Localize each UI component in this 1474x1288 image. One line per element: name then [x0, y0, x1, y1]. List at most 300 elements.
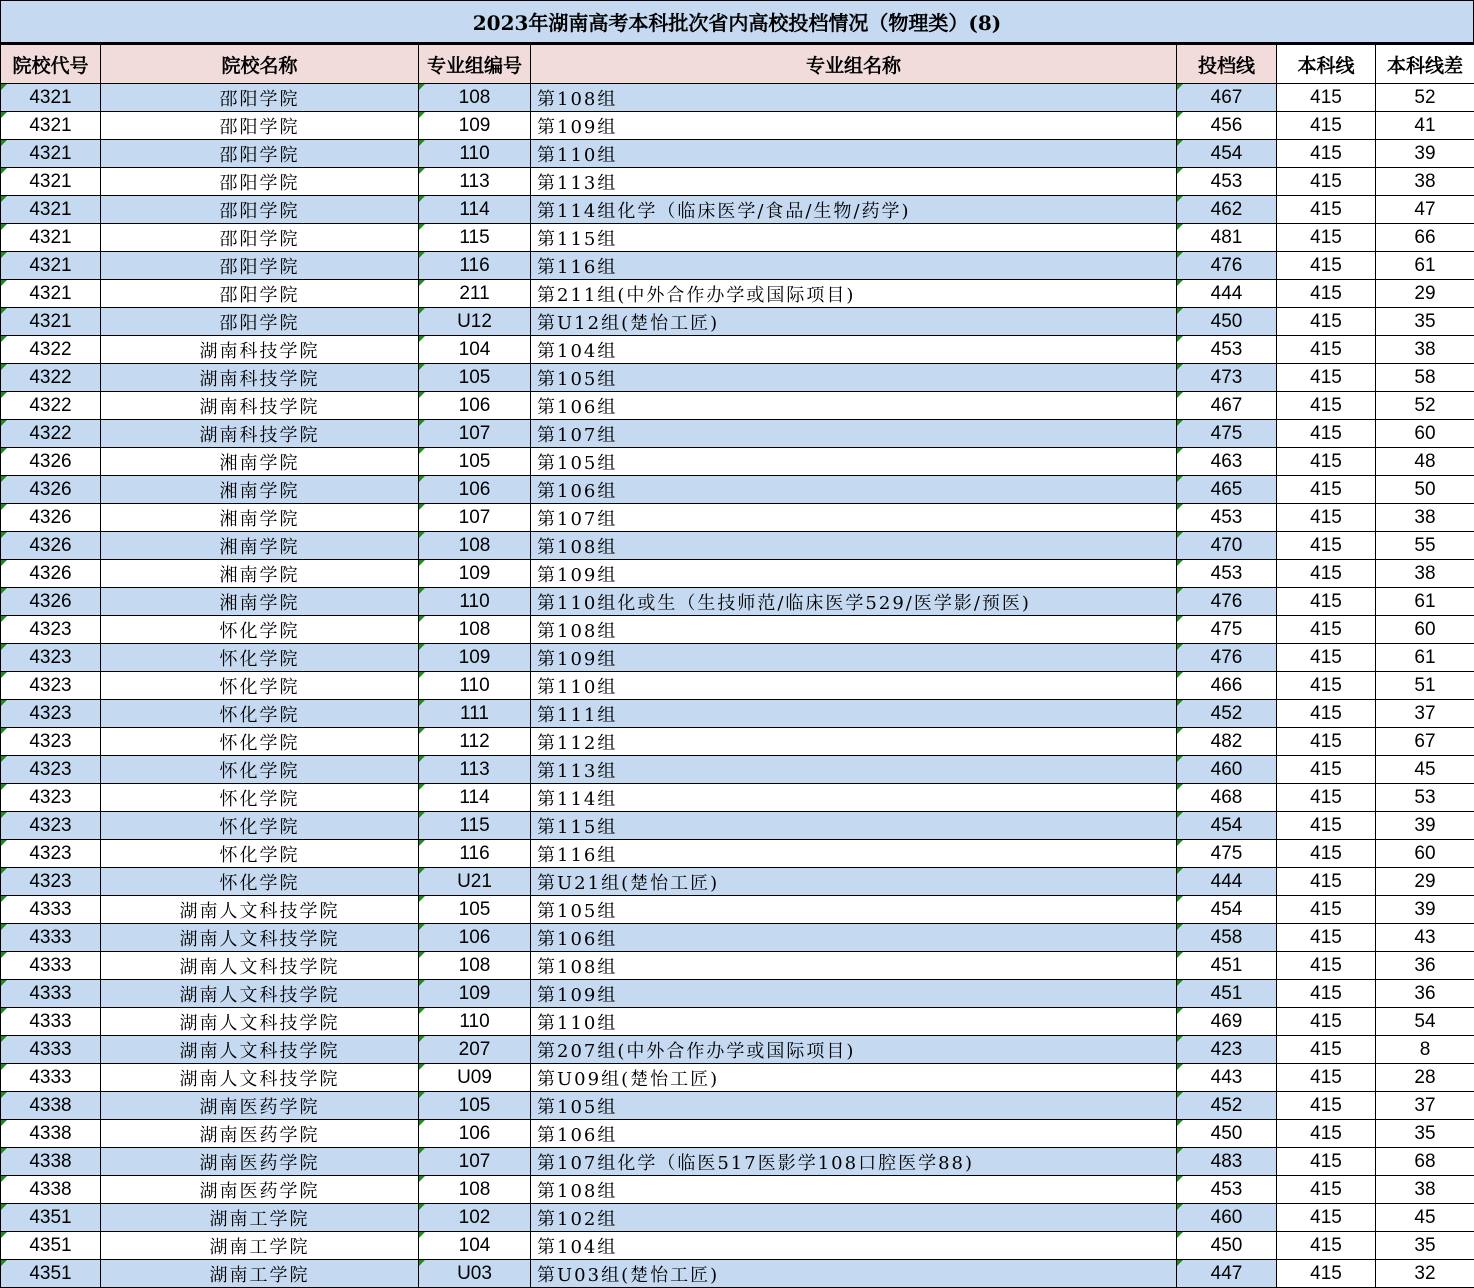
cell-baseline-diff[interactable]: 48: [1376, 448, 1474, 476]
cell-group-name[interactable]: 第106组: [531, 476, 1177, 504]
table-row[interactable]: [1, 112, 1474, 140]
table-row[interactable]: [1, 84, 1474, 112]
cell-group-name[interactable]: 第105组: [531, 448, 1177, 476]
cell-group-name[interactable]: 第107组化学（临医517医影学108口腔医学88): [531, 1148, 1177, 1176]
cell-cutoff-score[interactable]: 475: [1177, 840, 1277, 868]
cell-group-name[interactable]: 第113组: [531, 756, 1177, 784]
cell-group-number[interactable]: 115: [419, 224, 531, 252]
cell-group-number[interactable]: 112: [419, 728, 531, 756]
cell-baseline-score[interactable]: 415: [1277, 924, 1376, 952]
cell-group-number[interactable]: 109: [419, 112, 531, 140]
cell-school-code[interactable]: 4333: [1, 952, 101, 980]
cell-school-name[interactable]: 湖南医药学院: [101, 1176, 419, 1204]
cell-cutoff-score[interactable]: 468: [1177, 784, 1277, 812]
cell-group-number[interactable]: 102: [419, 1204, 531, 1232]
cell-group-number[interactable]: 207: [419, 1036, 531, 1064]
cell-group-name[interactable]: 第110组: [531, 140, 1177, 168]
header-baseline-diff[interactable]: 本科线差: [1376, 45, 1474, 84]
cell-cutoff-score[interactable]: 452: [1177, 1092, 1277, 1120]
cell-school-code[interactable]: 4321: [1, 84, 101, 112]
table-row[interactable]: [1, 1232, 1474, 1260]
cell-cutoff-score[interactable]: 450: [1177, 1120, 1277, 1148]
cell-group-name[interactable]: 第107组: [531, 504, 1177, 532]
cell-cutoff-score[interactable]: 453: [1177, 1176, 1277, 1204]
cell-group-name[interactable]: 第106组: [531, 1120, 1177, 1148]
cell-school-code[interactable]: 4322: [1, 420, 101, 448]
cell-baseline-diff[interactable]: 45: [1376, 756, 1474, 784]
cell-group-number[interactable]: 105: [419, 364, 531, 392]
cell-school-code[interactable]: 4323: [1, 672, 101, 700]
cell-cutoff-score[interactable]: 452: [1177, 700, 1277, 728]
cell-cutoff-score[interactable]: 469: [1177, 1008, 1277, 1036]
cell-school-code[interactable]: 4321: [1, 196, 101, 224]
cell-group-number[interactable]: 110: [419, 588, 531, 616]
cell-baseline-score[interactable]: 415: [1277, 476, 1376, 504]
cell-group-number[interactable]: 113: [419, 756, 531, 784]
cell-group-number[interactable]: 110: [419, 1008, 531, 1036]
cell-school-name[interactable]: 怀化学院: [101, 840, 419, 868]
cell-school-code[interactable]: 4321: [1, 140, 101, 168]
cell-school-name[interactable]: 怀化学院: [101, 784, 419, 812]
cell-group-number[interactable]: 107: [419, 1148, 531, 1176]
cell-baseline-diff[interactable]: 67: [1376, 728, 1474, 756]
cell-baseline-score[interactable]: 415: [1277, 140, 1376, 168]
cell-cutoff-score[interactable]: 476: [1177, 588, 1277, 616]
cell-cutoff-score[interactable]: 462: [1177, 196, 1277, 224]
cell-baseline-score[interactable]: 415: [1277, 784, 1376, 812]
table-row[interactable]: [1, 896, 1474, 924]
cell-school-name[interactable]: 湖南人文科技学院: [101, 924, 419, 952]
cell-group-number[interactable]: 110: [419, 672, 531, 700]
cell-school-code[interactable]: 4338: [1, 1148, 101, 1176]
cell-cutoff-score[interactable]: 443: [1177, 1064, 1277, 1092]
cell-group-number[interactable]: 106: [419, 392, 531, 420]
cell-school-code[interactable]: 4333: [1, 924, 101, 952]
cell-baseline-diff[interactable]: 39: [1376, 140, 1474, 168]
cell-school-code[interactable]: 4323: [1, 840, 101, 868]
header-group-name[interactable]: 专业组名称: [531, 45, 1177, 84]
cell-cutoff-score[interactable]: 450: [1177, 308, 1277, 336]
cell-group-number[interactable]: 114: [419, 196, 531, 224]
cell-group-name[interactable]: 第114组: [531, 784, 1177, 812]
cell-baseline-score[interactable]: 415: [1277, 504, 1376, 532]
cell-school-code[interactable]: 4326: [1, 504, 101, 532]
cell-baseline-score[interactable]: 415: [1277, 588, 1376, 616]
cell-cutoff-score[interactable]: 453: [1177, 560, 1277, 588]
cell-school-name[interactable]: 怀化学院: [101, 756, 419, 784]
cell-baseline-score[interactable]: 415: [1277, 1036, 1376, 1064]
cell-school-name[interactable]: 怀化学院: [101, 812, 419, 840]
cell-group-name[interactable]: 第U09组(楚怡工匠): [531, 1064, 1177, 1092]
table-row[interactable]: [1, 616, 1474, 644]
cell-cutoff-score[interactable]: 460: [1177, 756, 1277, 784]
table-row[interactable]: [1, 1260, 1474, 1288]
cell-group-name[interactable]: 第105组: [531, 1092, 1177, 1120]
cell-group-number[interactable]: U12: [419, 308, 531, 336]
cell-group-number[interactable]: 106: [419, 476, 531, 504]
cell-school-name[interactable]: 湖南医药学院: [101, 1092, 419, 1120]
cell-school-name[interactable]: 邵阳学院: [101, 112, 419, 140]
cell-group-name[interactable]: 第109组: [531, 112, 1177, 140]
cell-group-number[interactable]: 107: [419, 504, 531, 532]
cell-school-name[interactable]: 邵阳学院: [101, 196, 419, 224]
cell-cutoff-score[interactable]: 476: [1177, 644, 1277, 672]
table-row[interactable]: [1, 672, 1474, 700]
cell-school-code[interactable]: 4322: [1, 336, 101, 364]
cell-school-name[interactable]: 湘南学院: [101, 504, 419, 532]
cell-cutoff-score[interactable]: 453: [1177, 504, 1277, 532]
cell-school-code[interactable]: 4322: [1, 364, 101, 392]
cell-school-name[interactable]: 湖南医药学院: [101, 1120, 419, 1148]
cell-group-number[interactable]: 211: [419, 280, 531, 308]
cell-group-name[interactable]: 第116组: [531, 252, 1177, 280]
table-row[interactable]: [1, 644, 1474, 672]
table-row[interactable]: [1, 168, 1474, 196]
table-row[interactable]: [1, 140, 1474, 168]
cell-group-name[interactable]: 第109组: [531, 980, 1177, 1008]
table-row[interactable]: [1, 1204, 1474, 1232]
cell-baseline-score[interactable]: 415: [1277, 280, 1376, 308]
cell-baseline-diff[interactable]: 50: [1376, 476, 1474, 504]
cell-school-name[interactable]: 湖南科技学院: [101, 420, 419, 448]
cell-baseline-score[interactable]: 415: [1277, 1008, 1376, 1036]
cell-group-name[interactable]: 第115组: [531, 224, 1177, 252]
cell-school-name[interactable]: 湖南人文科技学院: [101, 980, 419, 1008]
cell-school-name[interactable]: 邵阳学院: [101, 280, 419, 308]
table-row[interactable]: [1, 1120, 1474, 1148]
cell-group-name[interactable]: 第108组: [531, 1176, 1177, 1204]
cell-group-number[interactable]: U09: [419, 1064, 531, 1092]
cell-cutoff-score[interactable]: 454: [1177, 812, 1277, 840]
cell-baseline-score[interactable]: 415: [1277, 252, 1376, 280]
cell-baseline-diff[interactable]: 38: [1376, 336, 1474, 364]
table-row[interactable]: [1, 1008, 1474, 1036]
cell-baseline-score[interactable]: 415: [1277, 1204, 1376, 1232]
cell-cutoff-score[interactable]: 465: [1177, 476, 1277, 504]
cell-baseline-diff[interactable]: 38: [1376, 560, 1474, 588]
cell-group-name[interactable]: 第102组: [531, 1204, 1177, 1232]
table-row[interactable]: [1, 252, 1474, 280]
table-row[interactable]: [1, 196, 1474, 224]
cell-school-code[interactable]: 4338: [1, 1120, 101, 1148]
cell-baseline-score[interactable]: 415: [1277, 756, 1376, 784]
cell-group-name[interactable]: 第211组(中外合作办学或国际项目): [531, 280, 1177, 308]
cell-baseline-diff[interactable]: 52: [1376, 84, 1474, 112]
cell-school-name[interactable]: 湘南学院: [101, 588, 419, 616]
cell-school-name[interactable]: 怀化学院: [101, 644, 419, 672]
cell-school-name[interactable]: 怀化学院: [101, 672, 419, 700]
cell-baseline-diff[interactable]: 60: [1376, 616, 1474, 644]
cell-baseline-diff[interactable]: 29: [1376, 280, 1474, 308]
cell-school-name[interactable]: 湖南科技学院: [101, 364, 419, 392]
cell-baseline-score[interactable]: 415: [1277, 1176, 1376, 1204]
cell-cutoff-score[interactable]: 460: [1177, 1204, 1277, 1232]
cell-baseline-diff[interactable]: 38: [1376, 168, 1474, 196]
table-row[interactable]: [1, 532, 1474, 560]
table-row[interactable]: [1, 308, 1474, 336]
cell-baseline-score[interactable]: 415: [1277, 1232, 1376, 1260]
cell-school-code[interactable]: 4323: [1, 728, 101, 756]
table-row[interactable]: [1, 448, 1474, 476]
cell-school-name[interactable]: 怀化学院: [101, 868, 419, 896]
cell-baseline-score[interactable]: 415: [1277, 168, 1376, 196]
cell-group-number[interactable]: 116: [419, 840, 531, 868]
cell-group-number[interactable]: 104: [419, 1232, 531, 1260]
cell-baseline-score[interactable]: 415: [1277, 392, 1376, 420]
cell-school-name[interactable]: 邵阳学院: [101, 224, 419, 252]
cell-school-code[interactable]: 4326: [1, 560, 101, 588]
cell-baseline-score[interactable]: 415: [1277, 1260, 1376, 1288]
cell-group-number[interactable]: 110: [419, 140, 531, 168]
cell-baseline-diff[interactable]: 53: [1376, 784, 1474, 812]
cell-cutoff-score[interactable]: 450: [1177, 1232, 1277, 1260]
cell-school-name[interactable]: 湖南科技学院: [101, 336, 419, 364]
cell-baseline-score[interactable]: 415: [1277, 980, 1376, 1008]
cell-baseline-score[interactable]: 415: [1277, 560, 1376, 588]
table-row[interactable]: [1, 952, 1474, 980]
cell-group-number[interactable]: 113: [419, 168, 531, 196]
table-row[interactable]: [1, 924, 1474, 952]
cell-school-code[interactable]: 4323: [1, 616, 101, 644]
cell-group-name[interactable]: 第108组: [531, 84, 1177, 112]
table-row[interactable]: [1, 420, 1474, 448]
table-row[interactable]: [1, 756, 1474, 784]
cell-school-code[interactable]: 4333: [1, 896, 101, 924]
cell-group-name[interactable]: 第105组: [531, 896, 1177, 924]
cell-cutoff-score[interactable]: 444: [1177, 280, 1277, 308]
cell-school-name[interactable]: 邵阳学院: [101, 140, 419, 168]
table-row[interactable]: [1, 868, 1474, 896]
cell-group-name[interactable]: 第115组: [531, 812, 1177, 840]
cell-school-code[interactable]: 4351: [1, 1232, 101, 1260]
cell-school-name[interactable]: 怀化学院: [101, 700, 419, 728]
cell-baseline-diff[interactable]: 43: [1376, 924, 1474, 952]
cell-group-number[interactable]: 114: [419, 784, 531, 812]
header-group-number[interactable]: 专业组编号: [419, 45, 531, 84]
cell-school-code[interactable]: 4333: [1, 1064, 101, 1092]
cell-group-name[interactable]: 第113组: [531, 168, 1177, 196]
cell-baseline-diff[interactable]: 39: [1376, 896, 1474, 924]
header-baseline-score[interactable]: 本科线: [1277, 45, 1376, 84]
cell-school-name[interactable]: 湖南人文科技学院: [101, 1064, 419, 1092]
cell-school-code[interactable]: 4321: [1, 280, 101, 308]
table-row[interactable]: [1, 560, 1474, 588]
table-row[interactable]: [1, 476, 1474, 504]
cell-cutoff-score[interactable]: 482: [1177, 728, 1277, 756]
cell-baseline-diff[interactable]: 61: [1376, 252, 1474, 280]
cell-group-number[interactable]: 108: [419, 952, 531, 980]
cell-baseline-diff[interactable]: 55: [1376, 532, 1474, 560]
cell-group-name[interactable]: 第U21组(楚怡工匠): [531, 868, 1177, 896]
cell-baseline-diff[interactable]: 54: [1376, 1008, 1474, 1036]
cell-baseline-diff[interactable]: 36: [1376, 980, 1474, 1008]
cell-group-number[interactable]: U21: [419, 868, 531, 896]
cell-baseline-diff[interactable]: 35: [1376, 1232, 1474, 1260]
cell-baseline-score[interactable]: 415: [1277, 616, 1376, 644]
cell-school-name[interactable]: 湖南医药学院: [101, 1148, 419, 1176]
cell-group-number[interactable]: 105: [419, 896, 531, 924]
cell-cutoff-score[interactable]: 447: [1177, 1260, 1277, 1288]
cell-baseline-score[interactable]: 415: [1277, 728, 1376, 756]
cell-school-name[interactable]: 湖南工学院: [101, 1204, 419, 1232]
cell-group-number[interactable]: 108: [419, 532, 531, 560]
cell-baseline-diff[interactable]: 66: [1376, 224, 1474, 252]
cell-group-name[interactable]: 第108组: [531, 532, 1177, 560]
cell-baseline-score[interactable]: 415: [1277, 644, 1376, 672]
cell-cutoff-score[interactable]: 470: [1177, 532, 1277, 560]
table-row[interactable]: [1, 728, 1474, 756]
cell-baseline-diff[interactable]: 39: [1376, 812, 1474, 840]
table-row[interactable]: [1, 280, 1474, 308]
cell-group-number[interactable]: U03: [419, 1260, 531, 1288]
cell-baseline-diff[interactable]: 37: [1376, 1092, 1474, 1120]
cell-cutoff-score[interactable]: 467: [1177, 84, 1277, 112]
cell-group-number[interactable]: 106: [419, 1120, 531, 1148]
cell-baseline-score[interactable]: 415: [1277, 868, 1376, 896]
cell-group-name[interactable]: 第110组: [531, 672, 1177, 700]
cell-cutoff-score[interactable]: 454: [1177, 140, 1277, 168]
cell-baseline-score[interactable]: 415: [1277, 1148, 1376, 1176]
cell-baseline-diff[interactable]: 58: [1376, 364, 1474, 392]
cell-baseline-diff[interactable]: 61: [1376, 588, 1474, 616]
cell-school-name[interactable]: 湖南科技学院: [101, 392, 419, 420]
cell-school-name[interactable]: 湖南人文科技学院: [101, 1008, 419, 1036]
cell-baseline-score[interactable]: 415: [1277, 308, 1376, 336]
cell-group-number[interactable]: 105: [419, 1092, 531, 1120]
cell-group-name[interactable]: 第110组: [531, 1008, 1177, 1036]
cell-group-name[interactable]: 第112组: [531, 728, 1177, 756]
cell-school-name[interactable]: 邵阳学院: [101, 308, 419, 336]
cell-cutoff-score[interactable]: 458: [1177, 924, 1277, 952]
cell-school-name[interactable]: 湘南学院: [101, 476, 419, 504]
header-school-code[interactable]: 院校代号: [1, 45, 101, 84]
cell-cutoff-score[interactable]: 451: [1177, 980, 1277, 1008]
cell-baseline-diff[interactable]: 8: [1376, 1036, 1474, 1064]
cell-baseline-diff[interactable]: 35: [1376, 308, 1474, 336]
cell-school-code[interactable]: 4323: [1, 756, 101, 784]
table-row[interactable]: [1, 1148, 1474, 1176]
cell-group-name[interactable]: 第104组: [531, 1232, 1177, 1260]
cell-baseline-diff[interactable]: 45: [1376, 1204, 1474, 1232]
cell-school-code[interactable]: 4321: [1, 308, 101, 336]
cell-group-name[interactable]: 第104组: [531, 336, 1177, 364]
cell-group-name[interactable]: 第U12组(楚怡工匠): [531, 308, 1177, 336]
cell-baseline-score[interactable]: 415: [1277, 1092, 1376, 1120]
table-row[interactable]: [1, 1036, 1474, 1064]
cell-school-name[interactable]: 湘南学院: [101, 560, 419, 588]
cell-cutoff-score[interactable]: 467: [1177, 392, 1277, 420]
cell-cutoff-score[interactable]: 444: [1177, 868, 1277, 896]
cell-group-number[interactable]: 108: [419, 616, 531, 644]
cell-baseline-diff[interactable]: 47: [1376, 196, 1474, 224]
cell-baseline-score[interactable]: 415: [1277, 336, 1376, 364]
cell-school-code[interactable]: 4321: [1, 224, 101, 252]
cell-baseline-score[interactable]: 415: [1277, 532, 1376, 560]
cell-school-code[interactable]: 4326: [1, 532, 101, 560]
cell-cutoff-score[interactable]: 453: [1177, 336, 1277, 364]
cell-baseline-diff[interactable]: 38: [1376, 504, 1474, 532]
table-row[interactable]: [1, 784, 1474, 812]
table-row[interactable]: [1, 700, 1474, 728]
cell-group-name[interactable]: 第109组: [531, 560, 1177, 588]
cell-school-name[interactable]: 湖南工学院: [101, 1260, 419, 1288]
table-row[interactable]: [1, 336, 1474, 364]
cell-group-name[interactable]: 第105组: [531, 364, 1177, 392]
cell-school-code[interactable]: 4326: [1, 476, 101, 504]
cell-school-code[interactable]: 4338: [1, 1092, 101, 1120]
header-school-name[interactable]: 院校名称: [101, 45, 419, 84]
cell-baseline-score[interactable]: 415: [1277, 112, 1376, 140]
cell-baseline-diff[interactable]: 52: [1376, 392, 1474, 420]
cell-school-code[interactable]: 4333: [1, 980, 101, 1008]
cell-baseline-diff[interactable]: 28: [1376, 1064, 1474, 1092]
cell-cutoff-score[interactable]: 454: [1177, 896, 1277, 924]
cell-group-number[interactable]: 105: [419, 448, 531, 476]
cell-baseline-diff[interactable]: 37: [1376, 700, 1474, 728]
cell-school-code[interactable]: 4323: [1, 700, 101, 728]
cell-group-number[interactable]: 109: [419, 644, 531, 672]
cell-group-name[interactable]: 第106组: [531, 924, 1177, 952]
cell-baseline-diff[interactable]: 61: [1376, 644, 1474, 672]
cell-group-number[interactable]: 109: [419, 980, 531, 1008]
cell-group-name[interactable]: 第110组化或生（生技师范/临床医学529/医学影/预医): [531, 588, 1177, 616]
cell-school-code[interactable]: 4323: [1, 812, 101, 840]
cell-cutoff-score[interactable]: 451: [1177, 952, 1277, 980]
cell-cutoff-score[interactable]: 473: [1177, 364, 1277, 392]
cell-group-number[interactable]: 107: [419, 420, 531, 448]
cell-cutoff-score[interactable]: 423: [1177, 1036, 1277, 1064]
cell-cutoff-score[interactable]: 475: [1177, 420, 1277, 448]
cell-school-name[interactable]: 湖南人文科技学院: [101, 1036, 419, 1064]
cell-school-code[interactable]: 4333: [1, 1008, 101, 1036]
cell-group-name[interactable]: 第111组: [531, 700, 1177, 728]
cell-baseline-score[interactable]: 415: [1277, 896, 1376, 924]
cell-baseline-diff[interactable]: 41: [1376, 112, 1474, 140]
cell-group-name[interactable]: 第106组: [531, 392, 1177, 420]
cell-school-code[interactable]: 4323: [1, 784, 101, 812]
cell-school-name[interactable]: 湘南学院: [101, 532, 419, 560]
cell-school-code[interactable]: 4321: [1, 252, 101, 280]
cell-baseline-score[interactable]: 415: [1277, 672, 1376, 700]
cell-baseline-diff[interactable]: 51: [1376, 672, 1474, 700]
cell-school-code[interactable]: 4326: [1, 588, 101, 616]
cell-school-name[interactable]: 邵阳学院: [101, 84, 419, 112]
table-row[interactable]: [1, 392, 1474, 420]
cell-group-name[interactable]: 第116组: [531, 840, 1177, 868]
cell-baseline-score[interactable]: 415: [1277, 1120, 1376, 1148]
cell-cutoff-score[interactable]: 476: [1177, 252, 1277, 280]
table-row[interactable]: [1, 812, 1474, 840]
cell-school-name[interactable]: 湖南人文科技学院: [101, 896, 419, 924]
table-row[interactable]: [1, 588, 1474, 616]
cell-school-code[interactable]: 4351: [1, 1204, 101, 1232]
cell-baseline-score[interactable]: 415: [1277, 952, 1376, 980]
cell-cutoff-score[interactable]: 453: [1177, 168, 1277, 196]
cell-baseline-score[interactable]: 415: [1277, 1064, 1376, 1092]
cell-baseline-diff[interactable]: 60: [1376, 420, 1474, 448]
table-row[interactable]: [1, 840, 1474, 868]
cell-baseline-diff[interactable]: 60: [1376, 840, 1474, 868]
cell-school-code[interactable]: 4321: [1, 168, 101, 196]
cell-school-code[interactable]: 4351: [1, 1260, 101, 1288]
cell-school-name[interactable]: 怀化学院: [101, 616, 419, 644]
cell-group-number[interactable]: 111: [419, 700, 531, 728]
cell-school-name[interactable]: 湖南人文科技学院: [101, 952, 419, 980]
cell-baseline-score[interactable]: 415: [1277, 700, 1376, 728]
cell-baseline-score[interactable]: 415: [1277, 224, 1376, 252]
cell-group-number[interactable]: 116: [419, 252, 531, 280]
cell-group-name[interactable]: 第U03组(楚怡工匠): [531, 1260, 1177, 1288]
